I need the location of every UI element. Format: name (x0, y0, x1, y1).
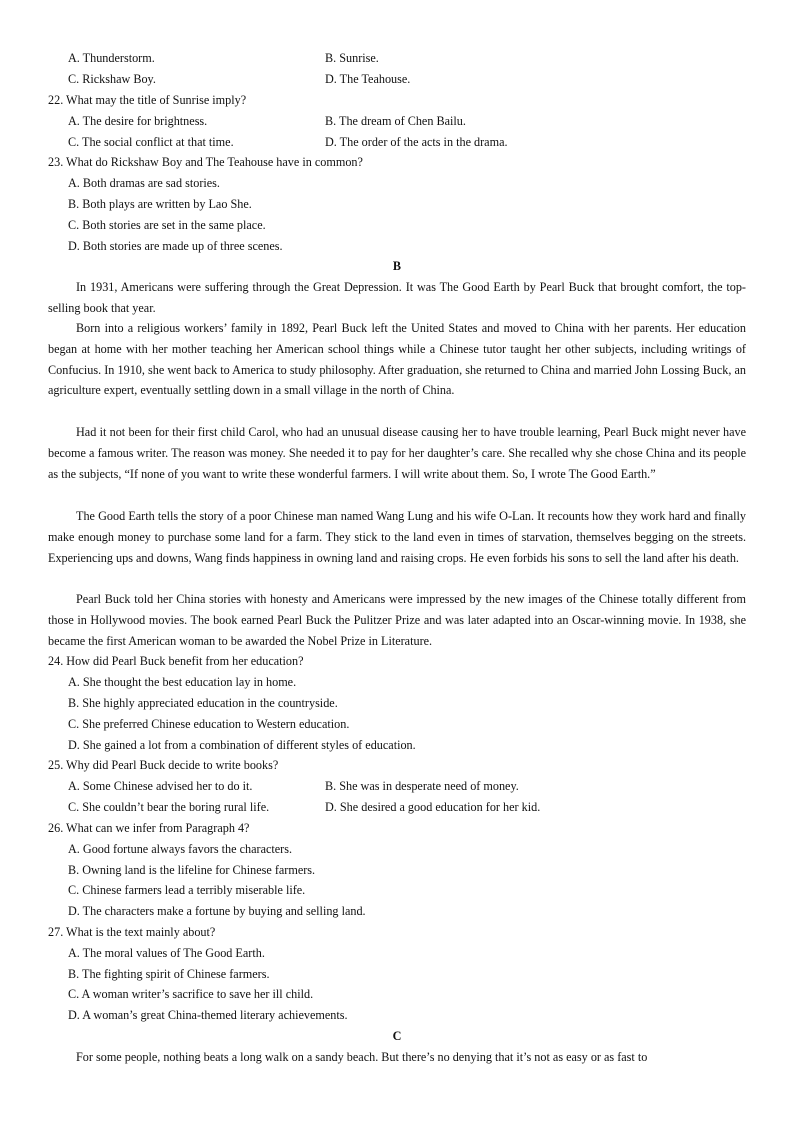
q24-option-d: D. She gained a lot from a combination of different styles of education. (68, 738, 416, 752)
q25-option-b: B. She was in desperate need of money. (325, 779, 519, 793)
q23-option-a: A. Both dramas are sad stories. (68, 176, 220, 190)
q21-option-d: D. The Teahouse. (325, 72, 411, 86)
q23-option-c: C. Both stories are set in the same place. (68, 218, 266, 232)
q22-option-c: C. The social conflict at that time. (68, 135, 234, 149)
q27-option-b: B. The fighting spirit of Chinese farmers. (68, 967, 270, 981)
q26-stem: 26. What can we infer from Paragraph 4? (48, 821, 250, 835)
q24-option-a: A. She thought the best education lay in home. (68, 675, 297, 689)
section-b-paragraph-5: Pearl Buck told her China stories with honesty and Americans were impressed by the new images of the Chinese totally different from those in Hollywood movies. The book earned Pearl Buck the Pulitzer Prize and was later adapted into an Oscar-winning movie. In 1938, she became the first American woman to be awarded the Nobel Prize in Literature. (48, 592, 746, 648)
q25-stem: 25. Why did Pearl Buck decide to write books? (48, 758, 279, 772)
section-b-paragraph-2: Born into a religious workers’ family in 1892, Pearl Buck left the United States and moved to China with her parents. Her education began at home with her mother teaching her American school things while a Chinese tutor taught her other subjects, including writings of Confucius. In 1910, she went back to America to study philosophy. After graduation, she returned to China and married John Lossing Buck, an agriculture expert, eventually settling down in a small village in the north of China. (48, 321, 746, 398)
section-b-heading: B (392, 259, 402, 273)
q26-option-a: A. Good fortune always favors the characters. (68, 842, 293, 856)
q22-stem: 22. What may the title of Sunrise imply? (48, 93, 247, 107)
q25-option-a: A. Some Chinese advised her to do it. (68, 779, 253, 793)
q23-option-b: B. Both plays are written by Lao She. (68, 197, 252, 211)
q26-option-c: C. Chinese farmers lead a terribly miserable life. (68, 883, 306, 897)
q27-option-c: C. A woman writer’s sacrifice to save her ill child. (68, 987, 314, 1001)
q21-option-b: B. Sunrise. (325, 51, 379, 65)
q23-option-d: D. Both stories are made up of three scenes. (68, 239, 283, 253)
section-b-paragraph-1: In 1931, Americans were suffering through the Great Depression. It was The Good Earth by Pearl Buck that brought comfort, the top-selling book that year. (48, 280, 746, 315)
q21-option-c: C. Rickshaw Boy. (68, 72, 156, 86)
q22-option-d: D. The order of the acts in the drama. (325, 135, 508, 149)
q24-option-b: B. She highly appreciated education in the countryside. (68, 696, 338, 710)
section-c-paragraph-1: For some people, nothing beats a long walk on a sandy beach. But there’s no denying that it’s not as easy or as fast to (76, 1050, 648, 1064)
section-b-paragraph-4: The Good Earth tells the story of a poor Chinese man named Wang Lung and his wife O-Lan. It recounts how they work hard and finally make enough money to purchase some land for a farm. They stick to the land even in times of starvation, themselves begging on the streets. Experiencing ups and downs, Wang finds happiness in owning land and raising crops. He even forbids his sons to sell the land after his death. (48, 509, 746, 565)
q25-option-c: C. She couldn’t bear the boring rural life. (68, 800, 270, 814)
q26-option-d: D. The characters make a fortune by buying and selling land. (68, 904, 366, 918)
q26-option-b: B. Owning land is the lifeline for Chinese farmers. (68, 863, 316, 877)
section-c-heading: C (392, 1029, 402, 1043)
q27-option-d: D. A woman’s great China-themed literary achievements. (68, 1008, 348, 1022)
section-b-paragraph-3: Had it not been for their first child Carol, who had an unusual disease causing her to have trouble learning, Pearl Buck might never have become a famous writer. The reason was money. She needed it to pay for her daughter’s care. She recalled why she chose China and its people as the subjects, “If none of you want to write these wonderful farmers. I will write about them. So, I wrote The Good Earth.” (48, 425, 746, 481)
q24-stem: 24. How did Pearl Buck benefit from her education? (48, 654, 304, 668)
q22-option-b: B. The dream of Chen Bailu. (325, 114, 466, 128)
q21-option-a: A. Thunderstorm. (68, 51, 155, 65)
q24-option-c: C. She preferred Chinese education to Western education. (68, 717, 350, 731)
q27-option-a: A. The moral values of The Good Earth. (68, 946, 265, 960)
q22-option-a: A. The desire for brightness. (68, 114, 208, 128)
q25-option-d: D. She desired a good education for her kid. (325, 800, 541, 814)
q23-stem: 23. What do Rickshaw Boy and The Teahouse have in common? (48, 155, 363, 169)
q27-stem: 27. What is the text mainly about? (48, 925, 216, 939)
